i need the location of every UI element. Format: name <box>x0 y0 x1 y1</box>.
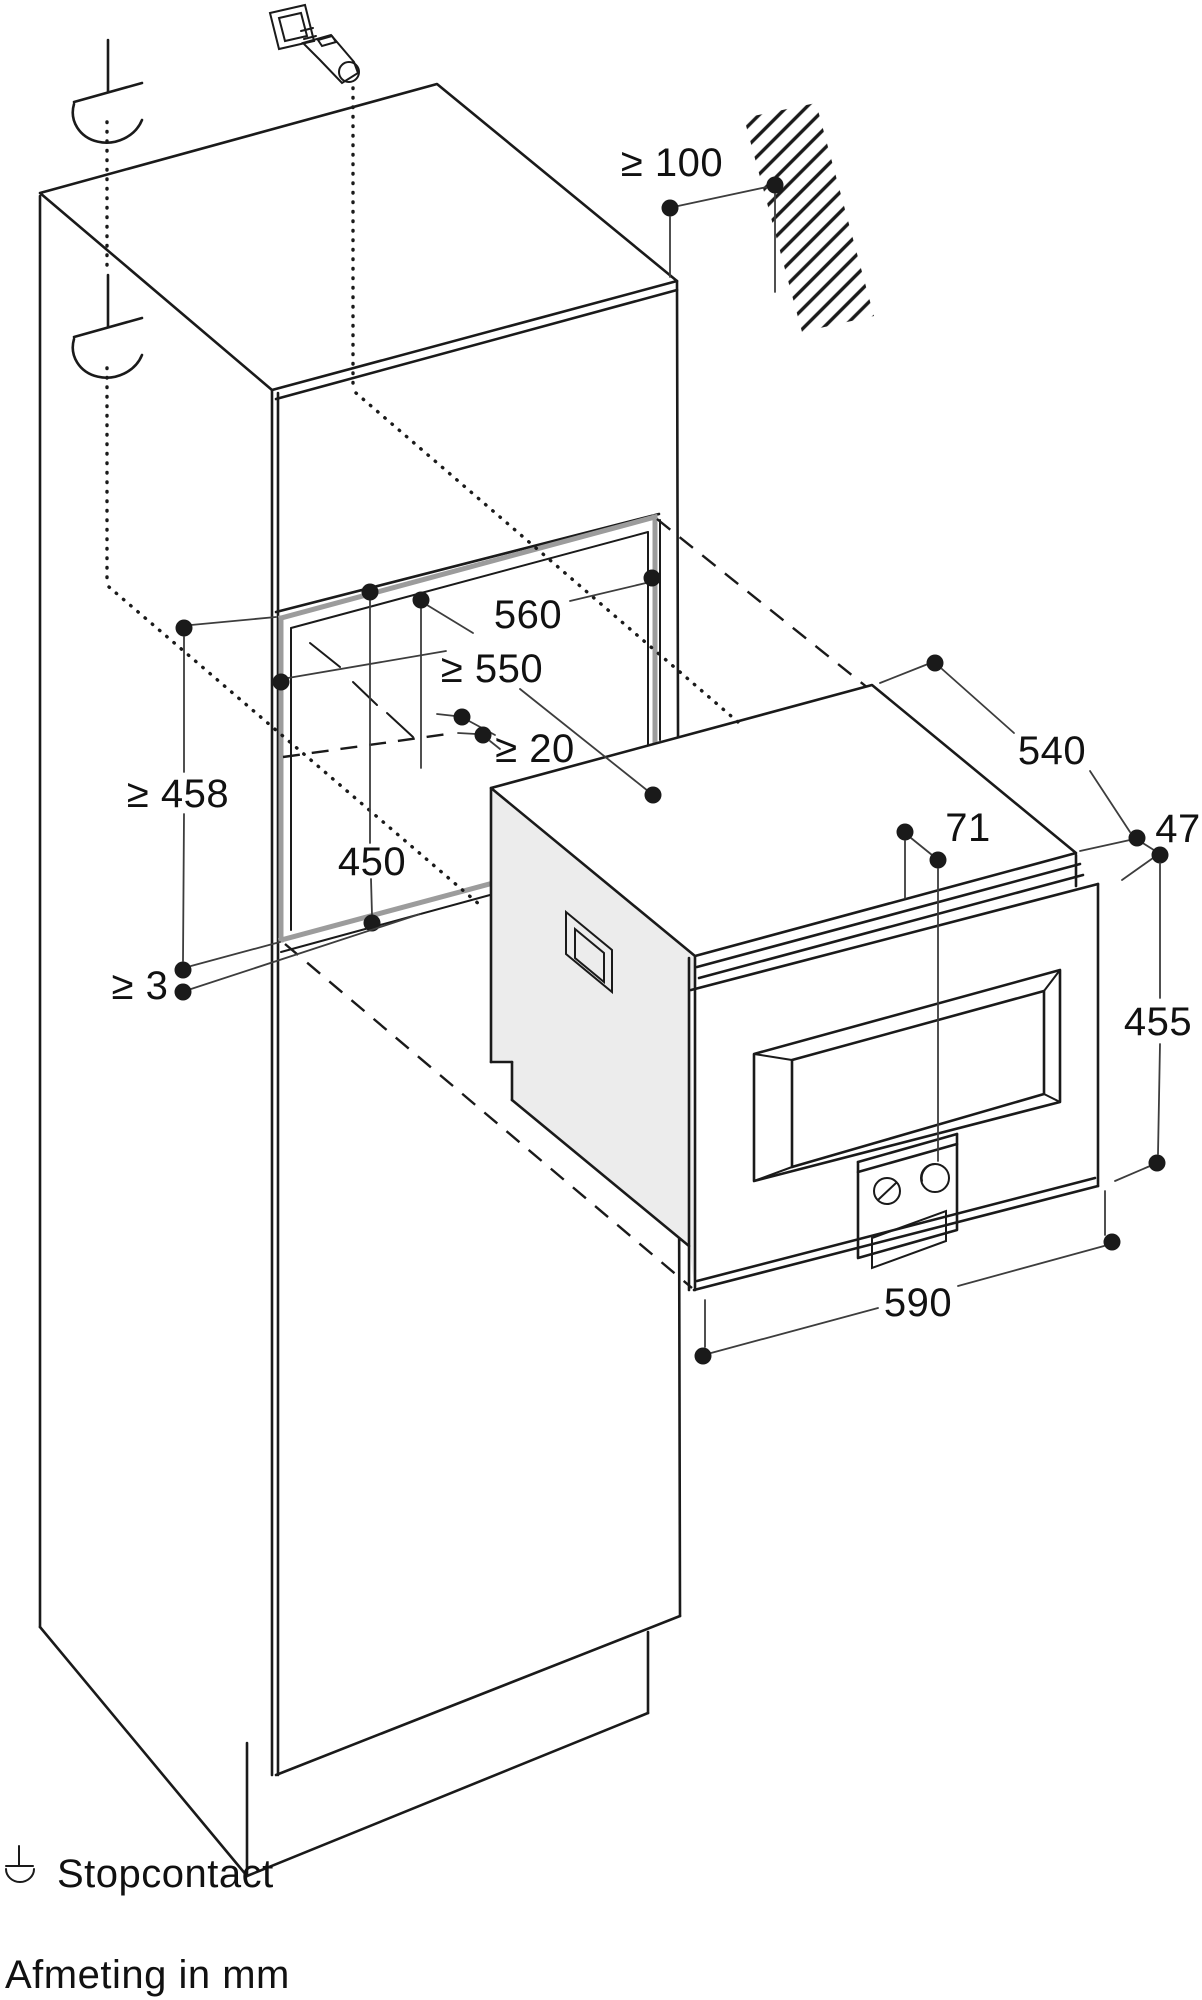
dim-label-appliance-depth: 540 <box>1017 729 1087 773</box>
dim-label-appliance-height: 455 <box>1123 1000 1193 1044</box>
dim-label-bottom-gap: ≥ 3 <box>111 964 169 1008</box>
dim-min-front-height <box>127 617 276 961</box>
dim-appliance-height <box>1115 863 1192 1181</box>
socket-symbol-top-1 <box>73 40 142 143</box>
dim-label-appliance-width: 590 <box>883 1281 953 1325</box>
dim-label-rear-gap: ≥ 20 <box>495 727 575 771</box>
socket-symbol-top-2 <box>73 275 142 378</box>
appliance <box>491 685 1098 1290</box>
dim-label-niche-depth: ≥ 550 <box>440 647 544 691</box>
legend-units-label: Afmeting in mm <box>5 1953 290 1997</box>
dim-niche-height <box>338 584 406 932</box>
dim-label-top-to-controls: 71 <box>945 806 991 850</box>
dim-label-niche-height: 450 <box>337 840 407 884</box>
dim-label-niche-width: 560 <box>493 593 563 637</box>
legend-socket-label: Stopcontact <box>57 1852 274 1896</box>
dim-label-door-offset: 47 <box>1155 807 1201 851</box>
dim-label-clearance-top: ≥ 100 <box>620 141 724 185</box>
legend <box>5 1846 290 1997</box>
dim-label-min-front-height: ≥ 458 <box>126 772 230 816</box>
legend-socket-icon <box>6 1846 34 1882</box>
wall-hatch <box>744 103 874 332</box>
dim-rear-gap <box>437 709 575 772</box>
power-plug <box>301 28 359 83</box>
dim-door-offset <box>1080 807 1201 880</box>
